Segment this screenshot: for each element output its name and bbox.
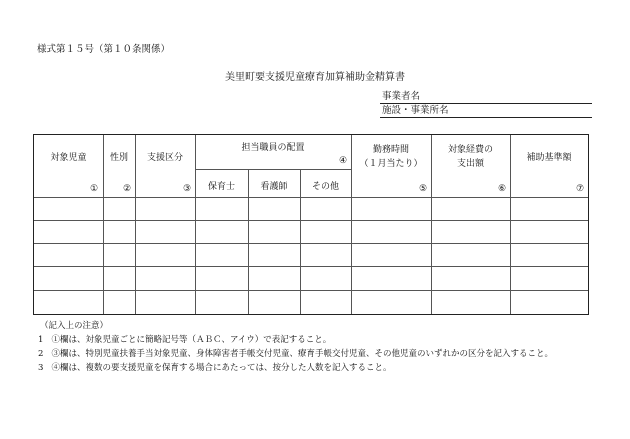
subheader-nursery-teacher: 保育士 [207, 182, 235, 192]
header-gender: 性別 [109, 153, 128, 163]
note-number: 2 [38, 349, 44, 359]
subheader-nurse: 看護師 [260, 182, 288, 192]
grid-line [34, 220, 588, 221]
note-text: ①欄は、対象児童ごとに簡略記号等（ＡＢＣ、アイウ）で表記すること。 [51, 335, 332, 345]
note-text: ③欄は、特別児童扶養手当対象児童、身体障害者手帳交付児童、療育手帳交付児童、その他児童のいずれかの区分を記入すること。 [51, 349, 554, 359]
subheader-other: その他 [311, 182, 339, 192]
grid-line [34, 266, 588, 267]
grid-line [34, 290, 588, 291]
business-name-label: 事業者名 [382, 91, 421, 102]
grid-line [195, 135, 196, 314]
note-text: ④欄は、複数の要支援児童を保育する場合にあたっては、按分した人数を記入すること。 [51, 363, 392, 373]
facility-name-field[interactable] [380, 105, 592, 118]
mark-1: ① [90, 184, 99, 194]
form-number: 様式第１５号（第１０条関係） [37, 44, 171, 55]
grid-line [195, 169, 351, 170]
header-support-category: 支援区分 [146, 153, 183, 163]
mark-5: ⑤ [419, 184, 428, 194]
facility-name-label: 施設・事業所名 [382, 105, 449, 116]
header-subsidy-base: 補助基準額 [526, 153, 572, 163]
header-child: 対象児童 [50, 153, 87, 163]
note-item [38, 333, 331, 345]
subsidy-table [33, 134, 589, 315]
header-expense: 対象経費の [447, 145, 493, 155]
header-staff-assignment: 担当職員の配置 [241, 143, 305, 153]
note-item [38, 347, 553, 359]
note-number: 3 [38, 363, 44, 373]
mark-6: ⑥ [498, 184, 507, 194]
document-title: 美里町要支援児童療育加算補助金精算書 [225, 72, 405, 83]
note-item [38, 361, 392, 373]
note-number: 1 [38, 335, 44, 345]
mark-4: ④ [339, 156, 348, 166]
header-work-hours: 勤務時間 [372, 145, 409, 155]
grid-line [34, 197, 588, 198]
header-work-hours-sub: （１月当たり） [359, 159, 423, 169]
header-expense-sub: 支出額 [456, 159, 484, 169]
mark-3: ③ [183, 184, 192, 194]
grid-line [34, 243, 588, 244]
mark-2: ② [123, 184, 132, 194]
business-name-field[interactable] [380, 91, 592, 104]
notes-heading: （記入上の注意） [40, 321, 109, 331]
mark-7: ⑦ [576, 184, 585, 194]
